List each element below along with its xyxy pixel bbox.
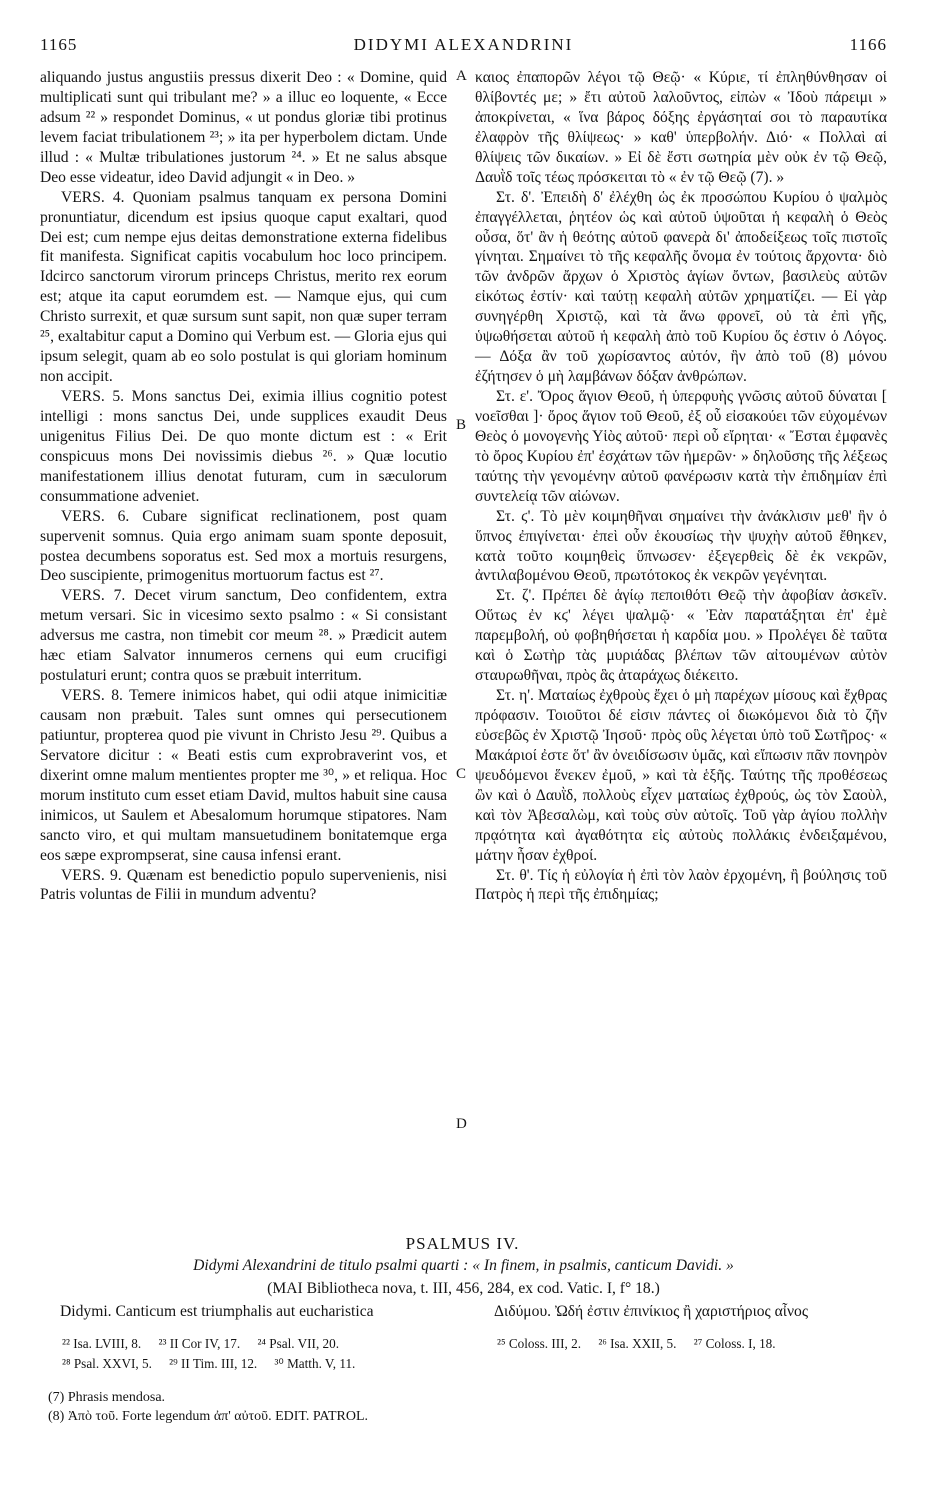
latin-column — [40, 68, 447, 905]
greek-paragraph: Στ. η'. Ματαίως ἐχθροὺς ἔχει ὁ μὴ παρέχων μίσους καὶ ἔχθρας πρόφασιν. Τοιοῦτοι δέ εἰσιν πάντες οἱ διωκόμενοι διὰ τὸ ζῆν εὐσεβῶς ἐν Χριστῷ Ἰησοῦ· πρὸς οὓς λέγεται ὑπὸ τοῦ Σωτῆρος· « Μακάριοί ἐστε ὅτ' ἂν ὀνειδίσωσιν ὑμᾶς, καὶ εἴπωσιν πᾶν πονηρὸν ψευδόμενοι ἕνεκεν ἐμοῦ, » καὶ τὰ ἑξῆς. Ταύτης τῆς προθέσεως ὢν καὶ ὁ Δαυῒδ, πολλοὺς εἶχεν ματαίως ἐχθρούς, ὡς τὸν Σαοὺλ, καὶ τὸν Ἀβεσαλὼμ, καὶ τοὺς σὺν αὐτοῖς. Τοῦ γὰρ ἁγίου πολλὴν πρᾳότητα καὶ ἀγαθότητα εἰς αὐτοὺς πολλάκις ἐνδειξαμένου, μάτην ἦσαν ἐχθροί. — [475, 687, 887, 864]
latin-paragraph: VERS. 5. Mons sanctus Dei, eximia illius cognitio potest intelligi : mons sanctus Dei, unde supplices exaudit Deus unigenitus Filius Dei. De quo monte dictum est : « Erit conspicuus mons Dei novissimis diebus ²⁶. » Quæ locutio manifestationem illius denotat futuram, cum in sæculorum consummatione adveniet. — [40, 388, 447, 505]
footnote: ²⁹ II Tim. III, 12. — [169, 1356, 258, 1371]
footnote: ²⁷ Coloss. I, 18. — [693, 1336, 776, 1351]
latin-paragraph: VERS. 6. Cubare significat reclinationem, post quam supervenit somnus. Quia ergo animam suam sponte deposuit, postea decumbens soporatus est. Sed mox a mortuis resurgens, Deo suscipiente, primogenitus mortuorum factus est ²⁷. — [40, 507, 447, 585]
latin-paragraph: VERS. 8. Temere inimicos habet, qui odii atque inimicitiæ causam non præbuit. Tales sunt omnes qui persecutionem patiuntur, propterea quod pie vivunt in Christo Jesu ²⁹. Quibus a Servatore dicitur : « Beati estis cum exprobraverint vos, et dixerint omne malum mentientes propter me ³⁰, » et reliqua. Hoc morum instituto cum esset etiam David, multos habuit sine causa inimicos, ut Saulem et Abesalomum horumque stipatores. Nam sancto viro, et qui multam mansuetudinem bonitatemque erga eos sæpe exprompserat, sine causa infensi erant. — [40, 687, 447, 864]
latin-paragraph: VERS. 7. Decet virum sanctum, Deo confidentem, extra metum versari. Sic in vicesimo sexto psalmo : « Si consistant adversus me castra, non timebit cor meum ²⁸. » Prædicit autem hæc etiam Salvator innumeros cernens qui eum crucifigi postulaturi erunt; contra quos se præbuit interritum. — [40, 587, 447, 685]
page-number-right: 1166 — [849, 35, 887, 54]
running-header — [40, 35, 887, 57]
greek-paragraph: Στ. δ'. Ἐπειδὴ δ' ἐλέχθη ὡς ἐκ προσώπου Κυρίου ὁ ψαλμὸς ἐπαγγέλλεται, ῥητέον ὡς καὶ αὐτοῦ ὑψοῦται ἡ κεφαλὴ ὁ Θεὸς οὖσα, ὅτ' ἂν ἡ θεότης αὐτοῦ φανερὰ δι' ἀποδείξεως τοῖς πιστοῖς γίνηται. Σημαίνει τὸ τῆς κεφαλῆς ὄνομα ἐν τούτοις ἄρχοντα· διὸ τῶν ἀνδρῶν ἄρχων ὁ Χριστὸς ἁγίων ὄντων, βασιλεὺς αὐτῶν εἰκότως ἐστίν· καὶ ταύτῃ κεφαλὴ αὐτῶν χρηματίζει. — Εἰ γὰρ συνηγέρθη Χριστῷ, καὶ τὰ ἄνω φρονεῖ, οὐ τὰ ἐπὶ γῆς, ὑψωθήσεται αὐτοῦ ἡ κεφαλὴ ἀπὸ τοῦ Κυρίου ὅς ἐστιν ὁ Λόγος. — Δόξα ἂν τοῦ χωρίσαντος αὐτόν, ἣν ἀπὸ τοῦ (8) μόνου ἐζήτησεν ὁ μὴ λαμβάνων δόξαν ἀνθρώπων. — [475, 188, 887, 386]
footnotes-left-row-2 — [62, 1356, 369, 1372]
latin-paragraph: VERS. 9. Quænam est benedictio populo supervenienis, nisi Patris voluntas de Filii in mundum adventu? — [40, 866, 447, 904]
footnote: ²⁶ Isa. XXII, 5. — [598, 1336, 677, 1351]
greek-paragraph: Στ. ζ'. Πρέπει δὲ ἁγίῳ πεποιθότι Θεῷ τὴν ἀφοβίαν ἀσκεῖν. Οὕτως ἐν κϛ' λέγει ψαλμῷ· « Ἐὰν παρατάξηται ἐπ' ἐμὲ παρεμβολή, οὐ φοβηθήσεται ἡ καρδία μου. » Προλέγει δὲ ταῦτα καὶ ὁ Σωτὴρ τὰς μυριάδας βλέπων τῶν αἰτουμένων αὐτὸν σταυρωθῆναι, πρὸς ἃς ἀταράχως διέκειτο. — [475, 587, 887, 685]
psalm-subtitle: Didymi Alexandrini de titulo psalmi quarti : « In finem, in psalmis, canticum Davidi. » — [193, 1257, 734, 1274]
greek-paragraph: Στ. ϛ'. Τὸ μὲν κοιμηθῆναι σημαίνει τὴν ἀνάκλισιν μεθ' ἣν ὁ ὕπνος ἐπιγίνεται· ἐπεὶ οὖν ἑκουσίως τὴν ψυχὴν αὐτοῦ ἔθηκεν, κατὰ τοῦτο κοιμηθεὶς ὕπνωσεν· ἐξεγερθεὶς δὲ ἐκ νεκρῶν, ἀντιλαβομένου Θεοῦ, πρωτότοκος ἐκ νεκρῶν γεγένηται. — [475, 507, 887, 585]
footnote: ²⁴ Psal. VII, 20. — [257, 1336, 340, 1351]
psalm-source: (MAI Bibliotheca nova, t. III, 456, 284, ex cod. Vatic. I, f° 18.) — [267, 1280, 660, 1297]
footnotes-left-row-1 — [62, 1336, 353, 1352]
psalm-greek-incipit: Διδύμου. Ὠδή ἐστιν ἐπινίκιος ἢ χαριστήριος αἶνος — [494, 1303, 809, 1320]
latin-paragraph: VERS. 4. Quoniam psalmus tanquam ex persona Domini pronuntiatur, dicendum est ipsius quoque caput exaltari, quod Dei est; cum nempe ejus deitas demonstratione externa fidelibus fit manifesta. Significat capitis vocabulum hoc loco principem. Idcirco sanctorum virorum princeps Christus, merito rex eorum est; atque ita caput eorumdem est. — Namque ejus, qui cum Christo surrexit, et quæ sursum sunt sapit, non quæ super terram ²⁵, exaltabitur caput a Domino qui Verbum est. — Gloria ejus qui ipsum selegit, quam ab eo solo postulat is qui gloriam hominum non accipit. — [40, 188, 447, 386]
psalm-heading: PSALMUS IV. — [405, 1234, 520, 1253]
footnote: ²⁵ Coloss. III, 2. — [497, 1336, 582, 1351]
margin-letter-d: D — [456, 1116, 467, 1132]
editorial-note-7: (7) Phrasis mendosa. — [48, 1390, 166, 1405]
margin-letter-c: C — [456, 766, 467, 782]
footnote: ²³ II Cor IV, 17. — [158, 1336, 241, 1351]
margin-letter-b: B — [456, 417, 467, 433]
footnote: ²² Isa. LVIII, 8. — [62, 1336, 142, 1351]
margin-letter-a: A — [456, 68, 467, 84]
psalm-latin-incipit: Didymi. Canticum est triumphalis aut eucharistica — [60, 1303, 374, 1320]
running-title: DIDYMI ALEXANDRINI — [353, 35, 574, 54]
footnote: ²⁸ Psal. XXVI, 5. — [62, 1356, 152, 1371]
greek-column — [475, 68, 887, 905]
greek-paragraph: Στ. θ'. Τίς ἡ εὐλογία ἡ ἐπὶ τὸν λαὸν ἐρχομένη, ἢ βούλησις τοῦ Πατρὸς ἡ περὶ τῆς ἐπιδημίας; — [475, 866, 887, 904]
page-number-left: 1165 — [40, 35, 78, 54]
footnote: ³⁰ Matth. V, 11. — [274, 1356, 356, 1371]
greek-paragraph: καιος ἐπαπορῶν λέγοι τῷ Θεῷ· « Κύριε, τί ἐπληθύνθησαν οἱ θλίβοντές με; » ἔτι αὐτοῦ λαλοῦντος, εἰπὼν « Ἰδοὺ πάρειμι » ἀποκρίνεται, « ἵνα βάρος δόξης ἐργάσηταί σοι τὸ παραυτίκα ἐλαφρὸν τῆς θλίψεως· » καθ' ὑπερβολήν. Διό· « Πολλαὶ αἱ θλίψεις τῶν δικαίων. » Εἰ δὲ ἔστι σωτηρία μὲν οὐκ ἐν τῷ Θεῷ, Δαυῒδ τοῖς τέως πρόσκειται τὸ « ἐν τῷ Θεῷ (7). » — [475, 69, 887, 186]
greek-paragraph: Στ. ε'. Ὄρος ἅγιον Θεοῦ, ἡ ὑπερφυὴς γνῶσις αὐτοῦ δύναται [ νοεῖσθαι ]· ὄρος ἅγιον τοῦ Θεοῦ, ἐξ οὗ εἰσακούει τῶν εὐχομένων Θεὸς ὁ μονογενὴς Υἱὸς αὐτοῦ· περὶ οὗ εἴρηται· « Ἔσται ἐμφανὲς τὸ ὄρος Κυρίου ἐπ' ἐσχάτων τῶν ἡμερῶν· » δηλοῦσης τῆς λέξεως ταύτης τὴν γενομένην αὐτοῦ φανέρωσιν κατὰ τὴν ἐπιδημίαν ἐπὶ συντελείᾳ τῶν αἰώνων. — [475, 388, 887, 505]
editorial-note-8: (8) Ἀπὸ τοῦ. Forte legendum ἀπ' αὐτοῦ. EDIT. PATROL. — [48, 1409, 369, 1424]
latin-paragraph: aliquando justus angustiis pressus dixerit Deo : « Domine, quid multiplicati sunt qui tribulant me? » a illuc eo loquente, « Ecce adsum ²² » respondet Dominus, « ut pondus gloriæ tibi protinus levem faciat tribulationem ²³; » ita per hyperbolem dictam. Unde illud : « Multæ tribulationes justorum ²⁴. » Et ne salus absque Deo esse videatur, ideo David adjungit « in Deo. » — [40, 69, 447, 186]
footnotes-right-row — [497, 1336, 790, 1352]
